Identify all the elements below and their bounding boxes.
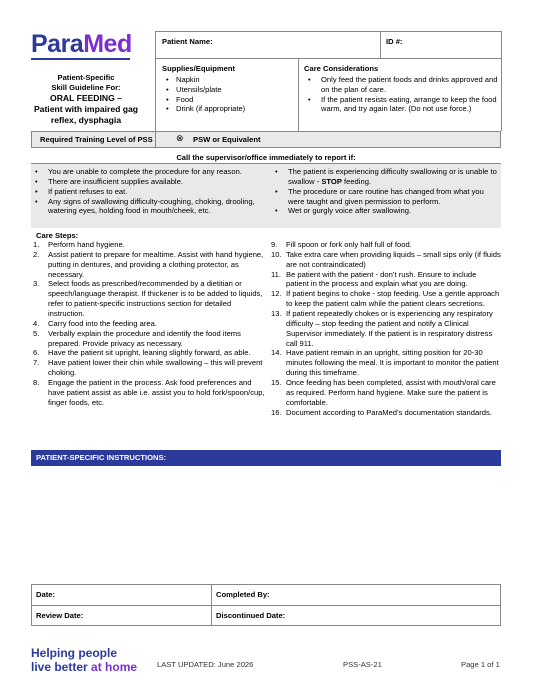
header-right-border — [501, 31, 502, 131]
step-text: Be patient with the patient - don’t rush. Ensure to include patient in the process and explain what you are doing. — [286, 269, 477, 289]
report-right-column — [271, 167, 501, 216]
care-step — [269, 408, 501, 418]
step-number: 7. — [33, 358, 40, 368]
patient-name-label: Patient Name: — [162, 37, 213, 46]
care-step — [269, 240, 501, 250]
report-item: • You are unable to complete the procedure for any reason. — [31, 167, 267, 177]
care-step — [269, 309, 501, 348]
care-step — [31, 240, 265, 250]
supply-item: • Food — [162, 95, 294, 105]
report-item-stop — [271, 167, 501, 187]
report-item: • If patient refuses to eat. — [31, 187, 267, 197]
supplies-list — [162, 75, 294, 114]
care-considerations-title: Care Considerations — [304, 64, 379, 73]
supplies-section — [162, 64, 294, 114]
guideline-title3: reflex, dysphagia — [50, 115, 122, 126]
step-text: Once feeding has been completed, assist with mouth/oral care as required. Perform hand hygiene. Make sure the patient is comfortable. — [286, 378, 496, 407]
completed-by-label: Completed By: — [216, 590, 270, 599]
id-label: ID #: — [386, 37, 403, 46]
report-item: • The procedure or care routine has changed from what you were taught and given permission to perform. — [271, 187, 501, 207]
header-left-border — [155, 31, 156, 131]
step-number: 15. — [271, 378, 282, 388]
training-label: Required Training Level of PSS — [40, 135, 153, 144]
step-text: Assist patient to prepare for mealtime. Assist with hand hygiene, putting in dentures, and providing a clothing protector, as necessary. — [48, 249, 264, 279]
step-text: If patient repeatedly chokes or is experiencing any respiratory difficulty – stop feeding the patient and notify a Clinical Supervisor immediately. If the patient is in respiratory distress call 911. — [286, 309, 493, 348]
step-text: Carry food into the feeding area. — [48, 318, 157, 328]
care-steps-right — [269, 240, 501, 417]
supplies-title: Supplies/Equipment — [162, 64, 235, 73]
header-supplies-divider — [298, 58, 299, 131]
care-step — [31, 279, 265, 318]
care-step — [269, 250, 501, 270]
review-date-label: Review Date: — [36, 611, 84, 620]
guideline-title2: Patient with impaired gag — [33, 103, 139, 114]
report-item: • Any signs of swallowing difficulty-coughing, choking, drooling, watering eyes, holding food in mouth/cheek, etc. — [31, 197, 267, 217]
footer-tagline — [31, 647, 137, 675]
supply-item: • Drink (if appropriate) — [162, 104, 294, 114]
report-item: • There are insufficient supplies available. — [31, 177, 267, 187]
care-step — [31, 348, 265, 358]
tagline-line1: Helping people — [31, 646, 118, 660]
step-text: Engage the patient in the process. Ask food preferences and have patient assist as able i.e. assist you to hold fork/spoon/cup, finger foods, etc. — [48, 378, 265, 407]
step-text: Have patient lower their chin while swallowing – this will prevent choking. — [48, 358, 263, 378]
step-text: Have patient remain in an upright, sitting position for 20-30 minutes following the meal. It is important to monitor the patient during this timeframe. — [286, 348, 499, 378]
step-number: 14. — [271, 348, 282, 358]
step-number: 12. — [271, 289, 282, 299]
report-title: Call the supervisor/office immediately to report if: — [176, 153, 356, 162]
training-checkbox-icon: ⊗ — [176, 133, 184, 143]
care-step — [269, 378, 501, 408]
header-top-border — [155, 31, 501, 32]
care-step — [269, 270, 501, 290]
guideline-line1: Patient-Specific — [57, 73, 115, 82]
step-number: 1. — [33, 240, 40, 249]
step-number: 10. — [271, 249, 282, 259]
tagline-line2 — [31, 661, 137, 675]
care-step — [31, 358, 265, 378]
step-text: Select foods as prescribed/recommended by a dietitian or speech/language therapist. If thickener is to be added to liquids, refer to patient-specific instructions section for detailed instruction. — [48, 279, 263, 319]
care-steps-right-list — [269, 240, 501, 417]
footer-page-number: Page 1 of 1 — [461, 660, 500, 669]
step-text: Fill spoon or fork only half full of food. — [286, 240, 412, 249]
guideline-title-block — [24, 73, 148, 126]
care-step — [269, 289, 501, 309]
guideline-line2: Skill Guideline For: — [51, 82, 121, 92]
footer-doc-code: PSS-AS-21 — [343, 660, 382, 669]
step-number: 6. — [33, 348, 40, 358]
guideline-title1: ORAL FEEDING – — [50, 92, 122, 103]
logo-part-med: Med — [83, 30, 132, 58]
instructions-area — [31, 466, 501, 580]
care-steps-left-list — [31, 240, 265, 408]
step-text: Verbally explain the procedure and identify the food items prepared. Provide privacy as necessary. — [48, 328, 241, 348]
step-number: 13. — [271, 309, 282, 319]
step-number: 3. — [33, 279, 40, 289]
care-steps-left — [31, 240, 265, 408]
step-text: Document according to ParaMed’s documentation standards. — [286, 407, 492, 417]
logo-part-para: Para — [31, 30, 84, 58]
step-text: Take extra care when providing liquids – small sips only (if fluids are not contraindicated) — [286, 249, 501, 269]
step-number: 8. — [33, 378, 40, 388]
care-consideration-item: • Only feed the patient foods and drinks approved and on the plan of care. — [304, 75, 498, 95]
care-steps-title: Care Steps: — [36, 231, 79, 240]
supply-item: • Utensils/plate — [162, 85, 294, 95]
report-right-list — [271, 167, 501, 216]
discontinued-date-label: Discontinued Date: — [216, 611, 286, 620]
header-id-divider — [380, 31, 381, 58]
step-number: 5. — [33, 328, 40, 338]
date-label: Date: — [36, 590, 55, 599]
care-step — [31, 250, 265, 280]
header-mid-border — [155, 58, 501, 59]
footer-last-updated: LAST UPDATED: June 2026 — [157, 660, 254, 669]
report-item-stop-text: The patient is experiencing difficulty swallowing or is unable to swallow - — [288, 167, 497, 186]
report-item: • Wet or gurgly voice after swallowing. — [271, 206, 501, 216]
step-text: If patient begins to choke - stop feeding. Use a gentle approach to keep the patient calm while the patient clears secretions. — [286, 289, 500, 309]
signoff-row-divider — [31, 605, 501, 606]
supply-item: • Napkin — [162, 75, 294, 85]
step-text: Have the patient sit upright, leaning slightly forward, as able. — [48, 348, 251, 358]
training-divider — [155, 131, 156, 148]
step-number: 16. — [271, 407, 282, 417]
care-step — [31, 378, 265, 408]
training-value: PSW or Equivalent — [193, 135, 261, 144]
care-consideration-item: • If the patient resists eating, arrange to keep the food warm, and try again later. (Do not use force.) — [304, 95, 498, 115]
report-stop-word: STOP — [321, 176, 342, 186]
report-item-stop-tail: feeding. — [341, 176, 372, 186]
signoff-col-divider — [211, 584, 212, 626]
step-number: 9. — [271, 240, 278, 249]
care-considerations-section — [304, 64, 498, 114]
tagline-line2-b: at home — [91, 659, 138, 674]
care-step — [269, 348, 501, 378]
step-number: 11. — [271, 269, 281, 279]
instructions-title: PATIENT-SPECIFIC INSTRUCTIONS: — [36, 453, 167, 462]
logo-underline — [31, 58, 130, 60]
tagline-line2-a: live better — [31, 659, 92, 674]
care-considerations-list — [304, 75, 498, 114]
report-left-column — [31, 167, 267, 216]
step-number: 4. — [33, 318, 40, 328]
paramed-logo — [31, 32, 132, 57]
care-step — [31, 319, 265, 329]
report-left-list — [31, 167, 267, 216]
step-text: Perform hand hygiene. — [48, 240, 125, 249]
care-step — [31, 329, 265, 349]
step-number: 2. — [33, 249, 40, 259]
